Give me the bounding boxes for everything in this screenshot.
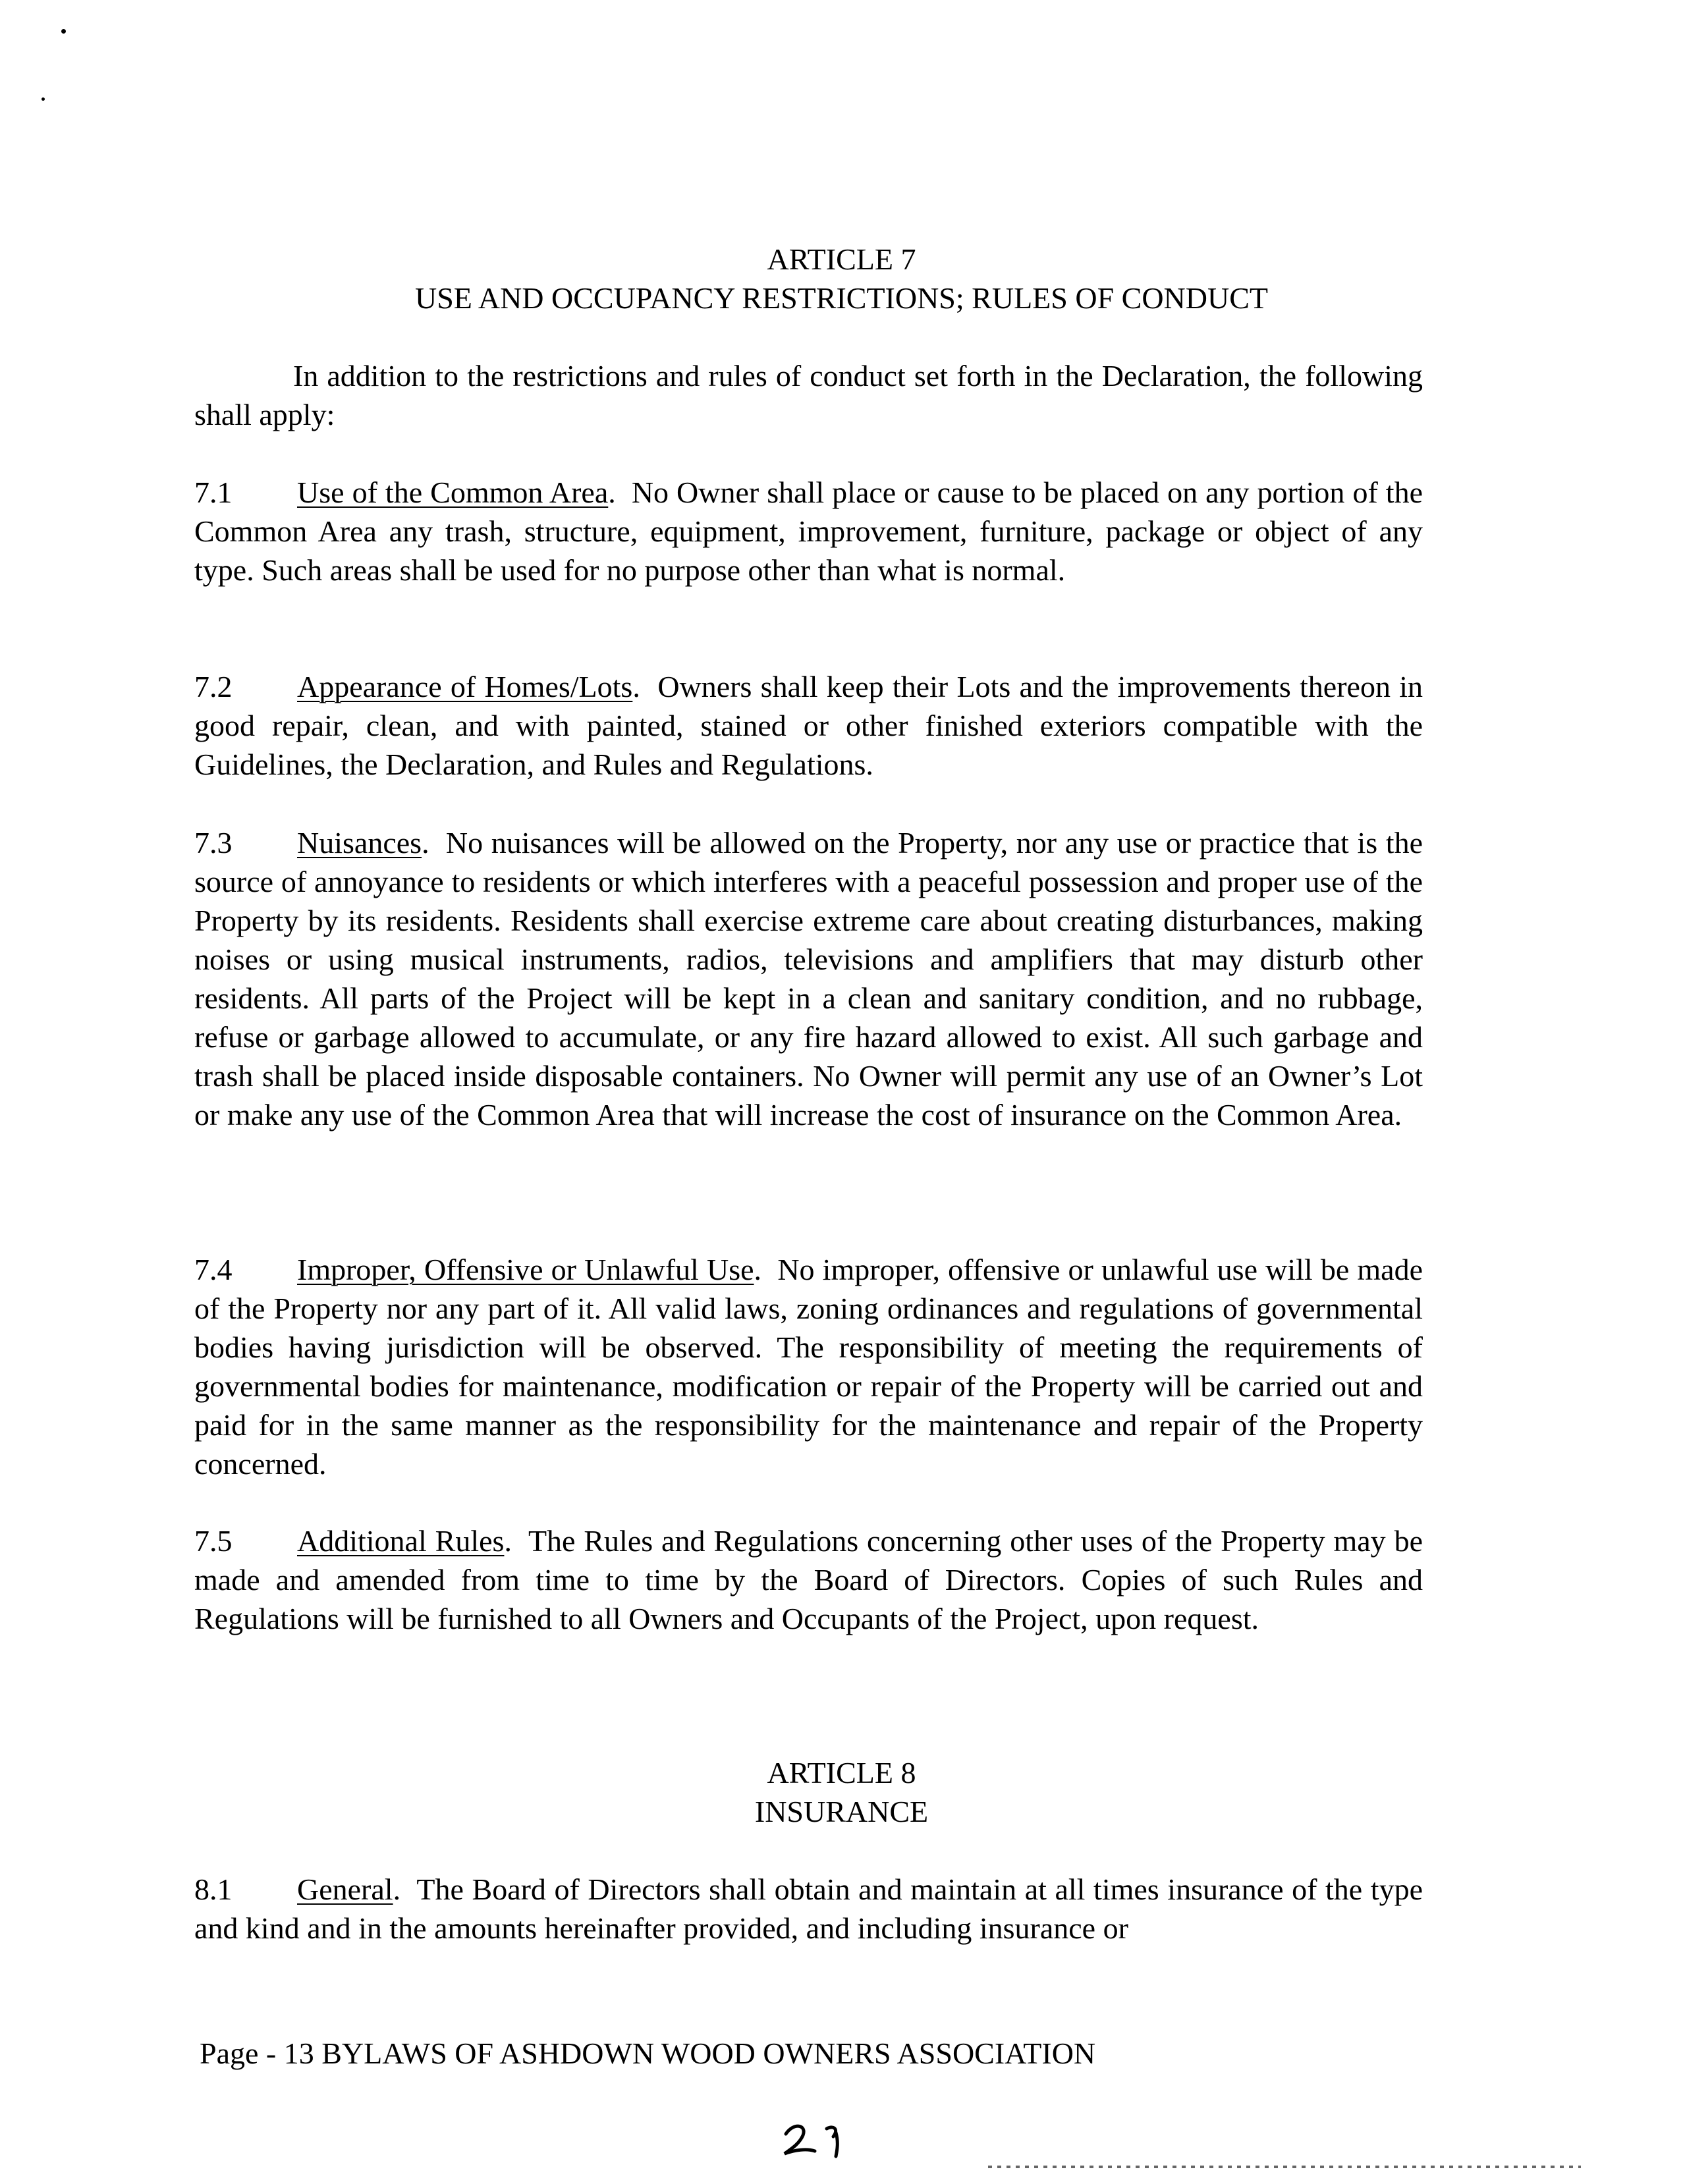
intro-paragraph: In addition to the restrictions and rules of conduct set forth in the Declaration, the following shall apply: (194, 359, 1423, 431)
section-text: No Owner shall place or cause to be placed on any portion of the Common Area any trash, structure, equipment, improvement, furniture, package or object of any type. Such areas shall be used for no purpose other than what is normal. (194, 476, 1423, 587)
section-8-1: 8.1 General. The Board of Directors shall obtain and maintain at all times insurance of the type and kind and in the amounts hereinafter provided, and including insurance or (194, 1870, 1423, 1948)
scan-speck (41, 97, 45, 101)
section-number: 7.3 (194, 826, 233, 860)
article-7-title-text: USE AND OCCUPANCY RESTRICTIONS; RULES OF CONDUCT (414, 281, 1268, 315)
section-text: The Rules and Regulations concerning other uses of the Property may be made and amended from time to time by the Board of Directors. Copies of such Rules and Regulations will be furnished to all Owners and Occupants of the Project, upon request. (194, 1524, 1423, 1635)
section-number: 7.5 (194, 1524, 233, 1558)
section-title: Appearance of Homes/Lots (297, 670, 633, 703)
article-7-heading (0, 240, 1683, 279)
section-7-3: 7.3 Nuisances. No nuisances will be allowed on the Property, nor any use or practice that is the source of annoyance to residents or which interferes with a peaceful possession and proper use of the Property by its residents. Residents shall exercise extreme care about creating disturbances, making noises or using musical instruments, radios, televisions and amplifiers that may disturb other residents. All parts of the Project will be kept in a clean and sanitary condition, and no rubbage, refuse or garbage allowed to accumulate, or any fire hazard allowed to exist. All such garbage and trash shall be placed inside disposable containers. No Owner will permit any use of an Owner’s Lot or make any use of the Common Area that will increase the cost of insurance on the Common Area. (194, 823, 1423, 1134)
article-7-title (0, 279, 1683, 318)
section-title: Nuisances (297, 826, 422, 860)
section-text: No nuisances will be allowed on the Property, nor any use or practice that is the source of annoyance to residents or which interferes with a peaceful possession and proper use of the Property by its residents. Residents shall exercise extreme care about creating disturbances, making noises or using musical instruments, radios, televisions and amplifiers that may disturb other residents. All parts of the Project will be kept in a clean and sanitary condition, and no rubbage, refuse or garbage allowed to accumulate, or any fire hazard allowed to exist. All such garbage and trash shall be placed inside disposable containers. No Owner will permit any use of an Owner’s Lot or make any use of the Common Area that will increase the cost of insurance on the Common Area. (194, 826, 1423, 1132)
article-8-label: ARTICLE 8 (767, 1756, 916, 1789)
article-7-label: ARTICLE 7 (767, 242, 916, 276)
section-7-4: 7.4 Improper, Offensive or Unlawful Use. No improper, offensive or unlawful use will be made of the Property nor any part of it. All valid laws, zoning ordinances and regulations of governmental bodies having jurisdiction will be observed. The responsibility of meeting the requirements of governmental bodies for maintenance, modification or repair of the Property will be carried out and paid for in the same manner as the responsibility for the maintenance and repair of the Property concerned. (194, 1250, 1423, 1483)
handwritten-page-mark (781, 2116, 853, 2162)
section-7-5: 7.5 Additional Rules. The Rules and Regulations concerning other uses of the Property may be made and amended from time to time by the Board of Directors. Copies of such Rules and Regulations will be furnished to all Owners and Occupants of the Project, upon request. (194, 1521, 1423, 1638)
section-7-1: 7.1 Use of the Common Area. No Owner shall place or cause to be placed on any portion of the Common Area any trash, structure, equipment, improvement, furniture, package or object of any type. Such areas shall be used for no purpose other than what is normal. (194, 473, 1423, 589)
article-8-title-text: INSURANCE (754, 1795, 929, 1828)
section-number: 7.4 (194, 1253, 233, 1286)
section-text: The Board of Directors shall obtain and maintain at all times insurance of the type and kind and in the amounts hereinafter provided, and including insurance or (194, 1872, 1423, 1945)
section-number: 7.2 (194, 670, 233, 703)
section-text: Owners shall keep their Lots and the improvements thereon in good repair, clean, and with painted, stained or other finished exteriors compatible with the Guidelines, the Declaration, and Rules and Regulations. (194, 670, 1423, 781)
scan-edge-artifact (988, 2166, 1581, 2168)
article-7-intro (194, 356, 1423, 434)
article-8-title (0, 1792, 1683, 1832)
section-7-2: 7.2 Appearance of Homes/Lots. Owners shall keep their Lots and the improvements thereon in good repair, clean, and with painted, stained or other finished exteriors compatible with the Guidelines, the Declaration, and Rules and Regulations. (194, 667, 1423, 784)
article-8-heading (0, 1753, 1683, 1793)
section-title: Additional Rules (297, 1524, 505, 1558)
scan-speck (61, 29, 66, 34)
page-footer: Page - 13 BYLAWS OF ASHDOWN WOOD OWNERS ASSOCIATION (200, 2036, 1096, 2070)
section-title: General (297, 1872, 393, 1906)
section-number: 7.1 (194, 476, 233, 509)
section-text: No improper, offensive or unlawful use will be made of the Property nor any part of it. All valid laws, zoning ordinances and regulations of governmental bodies having jurisdiction will be observed. The responsibility of meeting the requirements of governmental bodies for maintenance, modification or repair of the Property will be carried out and paid for in the same manner as the responsibility for the maintenance and repair of the Property concerned. (194, 1253, 1423, 1481)
section-title: Improper, Offensive or Unlawful Use (297, 1253, 754, 1286)
section-title: Use of the Common Area (297, 476, 609, 509)
section-number: 8.1 (194, 1872, 233, 1906)
